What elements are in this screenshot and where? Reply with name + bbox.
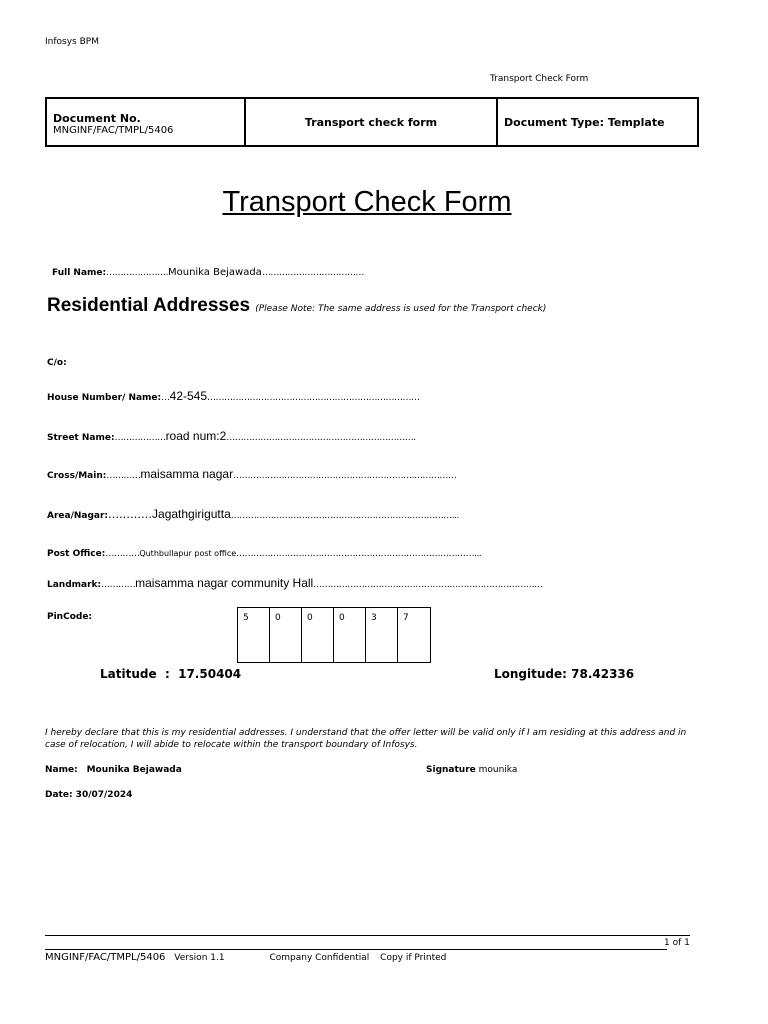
- document-type-cell: Document Type: Template: [497, 98, 698, 146]
- residential-heading-row: [47, 295, 546, 317]
- full-name-row: Full Name:………………….Mounika Bejawada………………………………: [52, 267, 364, 278]
- document-number-cell: [46, 98, 245, 146]
- pincode-digit: 5: [238, 608, 270, 662]
- street-value: road num:2: [165, 429, 227, 443]
- landmark-label: Landmark:: [47, 580, 102, 590]
- document-number-value: MNGINF/FAC/TMPL/5406: [53, 125, 174, 136]
- pincode-digit: 0: [334, 608, 366, 662]
- footer-divider-bottom: [45, 949, 667, 950]
- signature-label: Signature: [426, 765, 476, 775]
- pincode-digit: 0: [302, 608, 334, 662]
- full-name-label: Full Name:: [52, 268, 107, 278]
- footer-version: Version 1.1: [174, 953, 225, 963]
- area-row: Area/Nagar:…………Jagathgirigutta……………………………………………………………………...: [47, 507, 459, 521]
- pincode-boxes: [237, 607, 431, 663]
- house-row: House Number/ Name:…42-545…………………………………………………………………: [47, 389, 420, 403]
- date-text: Date: 30/07/2024: [45, 790, 133, 800]
- footer-doc-no: MNGINF/FAC/TMPL/5406: [45, 952, 166, 963]
- company-name: Infosys BPM: [45, 37, 99, 47]
- signoff-name-row: [45, 765, 182, 775]
- pincode-digit: 3: [366, 608, 398, 662]
- cross-row: Cross/Main:…………maisamma nagar……………………………………………………….……………: [47, 467, 457, 481]
- residential-note: (Please Note: The same address is used for the Transport check): [255, 304, 547, 314]
- area-label: Area/Nagar:: [47, 511, 109, 521]
- post-office-row: Post Office:…………Quthbullapur post office…………………………………………………………………………...: [47, 549, 482, 559]
- page-number: 1 of 1: [664, 938, 690, 948]
- cross-value: maisamma nagar: [140, 467, 234, 481]
- house-label: House Number/ Name:: [47, 393, 162, 403]
- residential-heading: Residential Addresses: [47, 295, 251, 316]
- pincode-digit: 0: [270, 608, 302, 662]
- running-title: Transport Check Form: [490, 74, 589, 84]
- document-number-label: Document No.: [53, 112, 141, 125]
- longitude-text: Longitude: 78.42336: [494, 667, 635, 681]
- footer-copy: Copy if Printed: [380, 953, 447, 963]
- signature-value: mounika: [478, 765, 518, 775]
- landmark-row: Landmark:…………maisamma nagar community Hall………………………………………………………………………: [47, 576, 543, 590]
- pincode-digit: 7: [403, 613, 409, 623]
- footer-divider-top: [45, 935, 690, 936]
- house-value: 42-545: [169, 389, 208, 403]
- area-value: Jagathgirigutta: [152, 507, 231, 521]
- post-office-label: Post Office:: [47, 549, 106, 559]
- document-header-table: [45, 97, 699, 147]
- street-row: Street Name:………………road num:2………………………………………………………….: [47, 429, 416, 443]
- form-name-cell: Transport check form: [245, 98, 497, 146]
- care-of-label: C/o:: [47, 358, 67, 368]
- cross-label: Cross/Main:: [47, 471, 107, 481]
- landmark-value: maisamma nagar community Hall: [135, 576, 314, 590]
- full-name-value: Mounika Bejawada: [167, 267, 262, 278]
- street-label: Street Name:: [47, 433, 115, 443]
- declaration-text: I hereby declare that this is my residential addresses. I understand that the offer letter will be valid only if I am residing at this address and in case of relocation, I will abide to relocate within the transport boundary of Infosys.: [45, 728, 687, 750]
- post-office-value: Quthbullapur post office: [139, 549, 237, 558]
- signature-row: [426, 765, 517, 775]
- page-title: Transport Check Form: [222, 186, 512, 218]
- latitude-text: Latitude : 17.50404: [100, 667, 242, 681]
- pincode-label: PinCode:: [47, 612, 93, 622]
- signoff-name-label: Name:: [45, 765, 78, 775]
- footer-confidential: Company Confidential: [269, 953, 370, 963]
- footer-row: [45, 952, 446, 963]
- signoff-name-value: Mounika Bejawada: [86, 765, 182, 775]
